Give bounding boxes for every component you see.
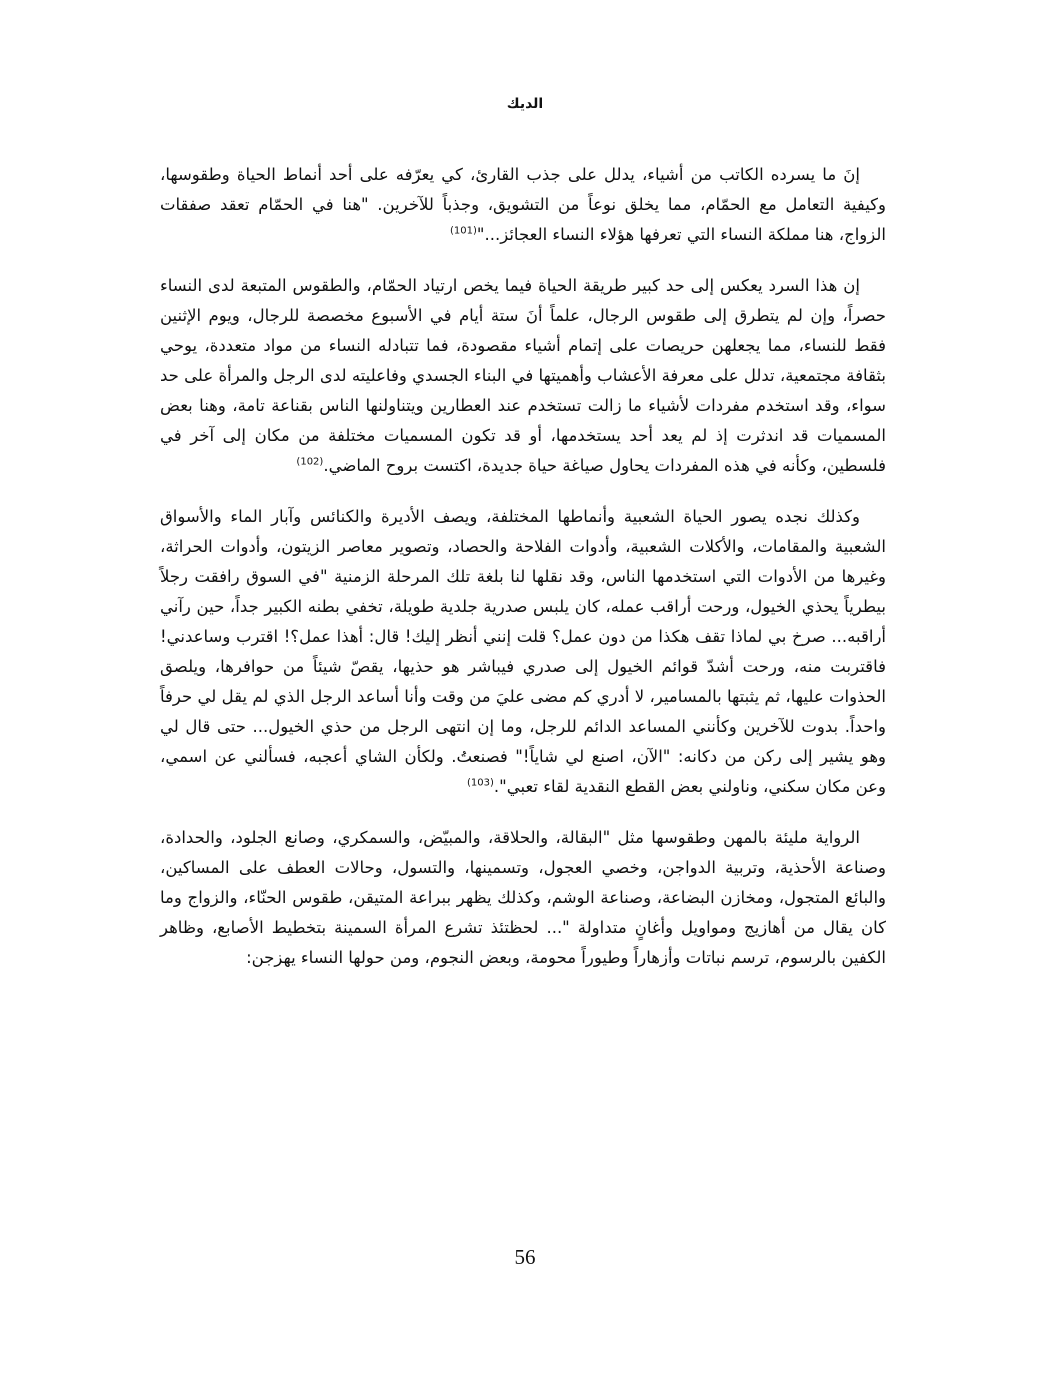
paragraph-text: وكذلك نجده يصور الحياة الشعبية وأنماطها المختلفة، ويصف الأديرة والكنائس وآبار الماء والأسواق الشعبية والمقامات، والأكلات الشعبية، وأدوات الفلاحة والحصاد، وتصوير معاصر الزيتون، وأدوات الحراثة، وغيرها من الأدوات التي استخدمها الناس، وقد نقلها لنا بلغة تلك المرحلة الزمنية "في السوق رافقت رجلاً بيطرياً يحذي الخيول، ورحت أراقب عمله، كان يلبس صدرية جلدية طويلة، تخفي بطنه الكبير جداً، حين رآني أراقبه... صرخ بي لماذا تقف هكذا من دون عمل؟ قلت إنني أنظر إليك! قال: أهذا عمل؟! اقترب وساعدني! فاقتربت منه، ورحت أشدّ قوائم الخيول إلى صدري فيباشر هو حذيها، يقصّ شيئاً من حوافرها، ويلصق الحذوات عليها، ثم يثبتها بالمسامير، لا أدري كم مضى عليَ من وقت وأنا أساعد الرجل الذي لم يقل لي حرفاً واحداً. بدوت للآخرين وكأنني المساعد الدائم للرجل، وما إن انتهى الرجل من حذي الخيول... حتى قال لي وهو يشير إلى ركن من دكانه: "الآن، اصنع لي شاياً!" فصنعتُ. ولكأن الشاي أعجبه، فسألني عن اسمي، وعن مكان سكني، وناولني بعض القطع النقدية لقاء تعبي". xyxy=(160,507,886,796)
running-header: الديك xyxy=(506,96,544,112)
paragraph-text: الرواية مليئة بالمهن وطقوسها مثل "البقالة، والحلاقة، والمبيّض، والسمكري، وصانع الجلود، والحدادة، وصناعة الأحذية، وتربية الدواجن، وخصي العجول، وتسمينها، والتسول، وحالات العطف على المساكين، والبائع المتجول، ومخازن البضاعة، وصناعة الوشم، وكذلك يظهر ببراعة المتيقن، طقوس الحنّاء، والزواج وما كان يقال من أهازيج ومواويل وأغانٍ متداولة "... لحظتئذ تشرع المرأة السمينة بتخطيط الأصابع، وظاهر الكفين بالرسوم، ترسم نباتات وأزهاراً وطيوراً محومة، وبعض النجوم، ومن حولها النساء يهزجن: xyxy=(160,828,886,967)
body-text xyxy=(160,160,886,994)
footnote-marker: (101) xyxy=(450,225,477,237)
paragraph-text: إن هذا السرد يعكس إلى حد كبير طريقة الحياة فيما يخص ارتياد الحمّام، والطقوس المتبعة لدى النساء حصراً، وإن لم يتطرق إلى طقوس الرجال، علماً أنَ ستة أيام في الأسبوع مخصصة للرجال، ويوم الإثنين فقط للنساء، مما يجعلهن حريصات على إتمام أشياء مقصودة، فما تتبادله النساء من مواد متعددة، يوحي بثقافة مجتمعية، تدلل على معرفة الأعشاب وأهميتها في البناء الجسدي وفاعليته لدى الرجل والمرأة على حد سواء، وقد استخدم مفردات لأشياء ما زالت تستخدم عند العطارين ويتناولنها الناس بقناعة تامة، وهنا بعض المسميات قد اندثرت إذ لم يعد أحد يستخدمها، أو قد تكون المسميات مختلفة من مكان إلى آخر في فلسطين، وكأنه في هذه المفردات يحاول صياغة حياة جديدة، اكتست بروح الماضي. xyxy=(160,276,886,475)
paragraph-4 xyxy=(160,823,886,973)
footnote-marker: (103) xyxy=(467,777,494,789)
footnote-marker: (102) xyxy=(296,456,324,468)
paragraph-1 xyxy=(160,160,886,250)
page-number: 56 xyxy=(514,1245,536,1269)
paragraph-text: إنَ ما يسرده الكاتب من أشياء، يدلل على جذب القارئ، كي يعرّفه على أحد أنماط الحياة وطقوسها، وكيفية التعامل مع الحمّام، مما يخلق نوعاً من التشويق، وجذباً للآخرين. "هنا في الحمّام تعقد صفقات الزواج، هنا مملكة النساء التي تعرفها هؤلاء النساء العجائز..." xyxy=(160,165,886,244)
paragraph-3 xyxy=(160,502,886,802)
paragraph-2 xyxy=(160,271,886,481)
